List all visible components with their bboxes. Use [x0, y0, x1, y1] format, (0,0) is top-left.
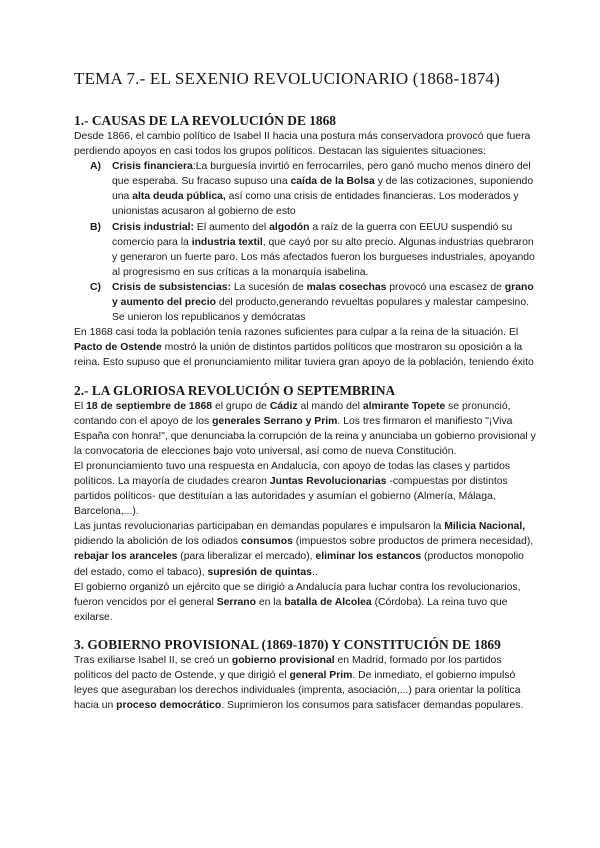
section-gobierno-provisional: [74, 636, 540, 713]
paragraph: El gobierno organizó un ejército que se dirigió a Andalucía para luchar contra los revolucionarios, fueron vencidos por el general Serrano en la batalla de Alcolea (Córdoba). La reina tuvo que exilarse.: [74, 581, 521, 623]
list-marker: C): [90, 281, 101, 293]
list-item: [90, 220, 540, 280]
section-causas: [74, 112, 540, 371]
list-item-text: Crisis de subsistencias: La sucesión de malas cosechas provocó una escasez de grano y aumento del precio del producto,generando revueltas populares y malestar campesino. Se unieron los republicanos y demócratas: [112, 281, 534, 324]
paragraph: Desde 1866, el cambio político de Isabel II hacia una postura más conservadora provocó que fuera perdiendo apoyos en casi todos los grupos políticos. Destacan las siguientes situaciones:: [74, 131, 531, 158]
section-heading: 1.- CAUSAS DE LA REVOLUCIÓN DE 1868: [74, 113, 336, 128]
lettered-list: [74, 159, 540, 325]
paragraph: Las juntas revolucionarias participaban en demandas populares e impulsaron la Milicia Nacional, pidiendo la abolición de los odiados consumos (impuestos sobre productos de primera necesidad), rebajar los aranceles (para liberalizar el mercado), eliminar los estancos (productos monopolio del estado, como el tabaco), supresión de quintas..: [74, 521, 534, 578]
paragraph: En 1868 casi toda la población tenía razones suficientes para culpar a la reina de la situación. El Pacto de Ostende mostró la unión de distintos partidos políticos que mostraron su oposición a la reina. Esto supuso que el pronunciamiento militar tuviera gran apoyo de la población, teniendo éxito: [74, 327, 534, 369]
paragraph: El pronunciamiento tuvo una respuesta en Andalucía, con apoyo de todas las clases y partidos políticos. La mayoría de ciudades crearon Juntas Revolucionarias -compuestas por distintos partidos políticos- que destituían a las autoridades y asumían el gobierno (Almería, Málaga, Barcelona,...).: [74, 460, 511, 518]
section-heading: 3. GOBIERNO PROVISIONAL (1869-1870) Y CONSTITUCIÓN DE 1869: [74, 636, 501, 652]
section-heading: 2.- LA GLORIOSA REVOLUCIÓN O SEPTEMBRINA: [74, 382, 396, 398]
list-item-text: Crisis industrial: El aumento del algodón a raíz de la guerra con EEUU suspendió su comercio para la industria textil, que cayó por su alto precio. Algunas industrias quebraron y generaron un fuerte paro. Los más afectados fueron los burgueses industriales, apoyando al progresismo en sus críticas a la monarquía isabelina.: [112, 221, 535, 278]
list-item-text: Crisis financiera:La burguesía invirtió en ferrocarriles, pero ganó mucho menos dinero del que esperaba. Su fracaso supuso una caída de la Bolsa y de las cotizaciones, suponiendo una alta deuda pública, así como una crisis de entidades financieras. Los moderados y unionistas acusaron al gobierno de esto: [112, 161, 534, 218]
list-item: [90, 159, 540, 219]
list-item: [90, 280, 540, 325]
list-marker: B): [90, 221, 101, 233]
paragraph: Tras exiliarse Isabel II, se creó un gobierno provisional en Madrid, formado por los partidos políticos del pacto de Ostende, y que dirigió el general Prim. De inmediato, el gobierno impulsó leyes que aseguraban los derechos individuales (imprenta, asociación,...) para orientar la política hacia un proceso democrático. Suprimieron los consumos para satisfacer demandas populares.: [74, 654, 524, 712]
section-gloriosa: [74, 382, 540, 625]
paragraph: El 18 de septiembre de 1868 el grupo de Cádiz al mando del almirante Topete se pronunció, contando con el apoyo de los generales Serrano y Prim. Los tres firmaron el manifiesto "¡Viva España con honra!", que denunciaba la corrupción de la reina y anunciaba un gobierno provisional y la convocatoria de elecciones bajo voto universal, así como de nueva Constitución.: [74, 400, 536, 457]
list-marker: A): [90, 161, 101, 173]
document-title: TEMA 7.- EL SEXENIO REVOLUCIONARIO (1868-1874): [74, 69, 500, 88]
